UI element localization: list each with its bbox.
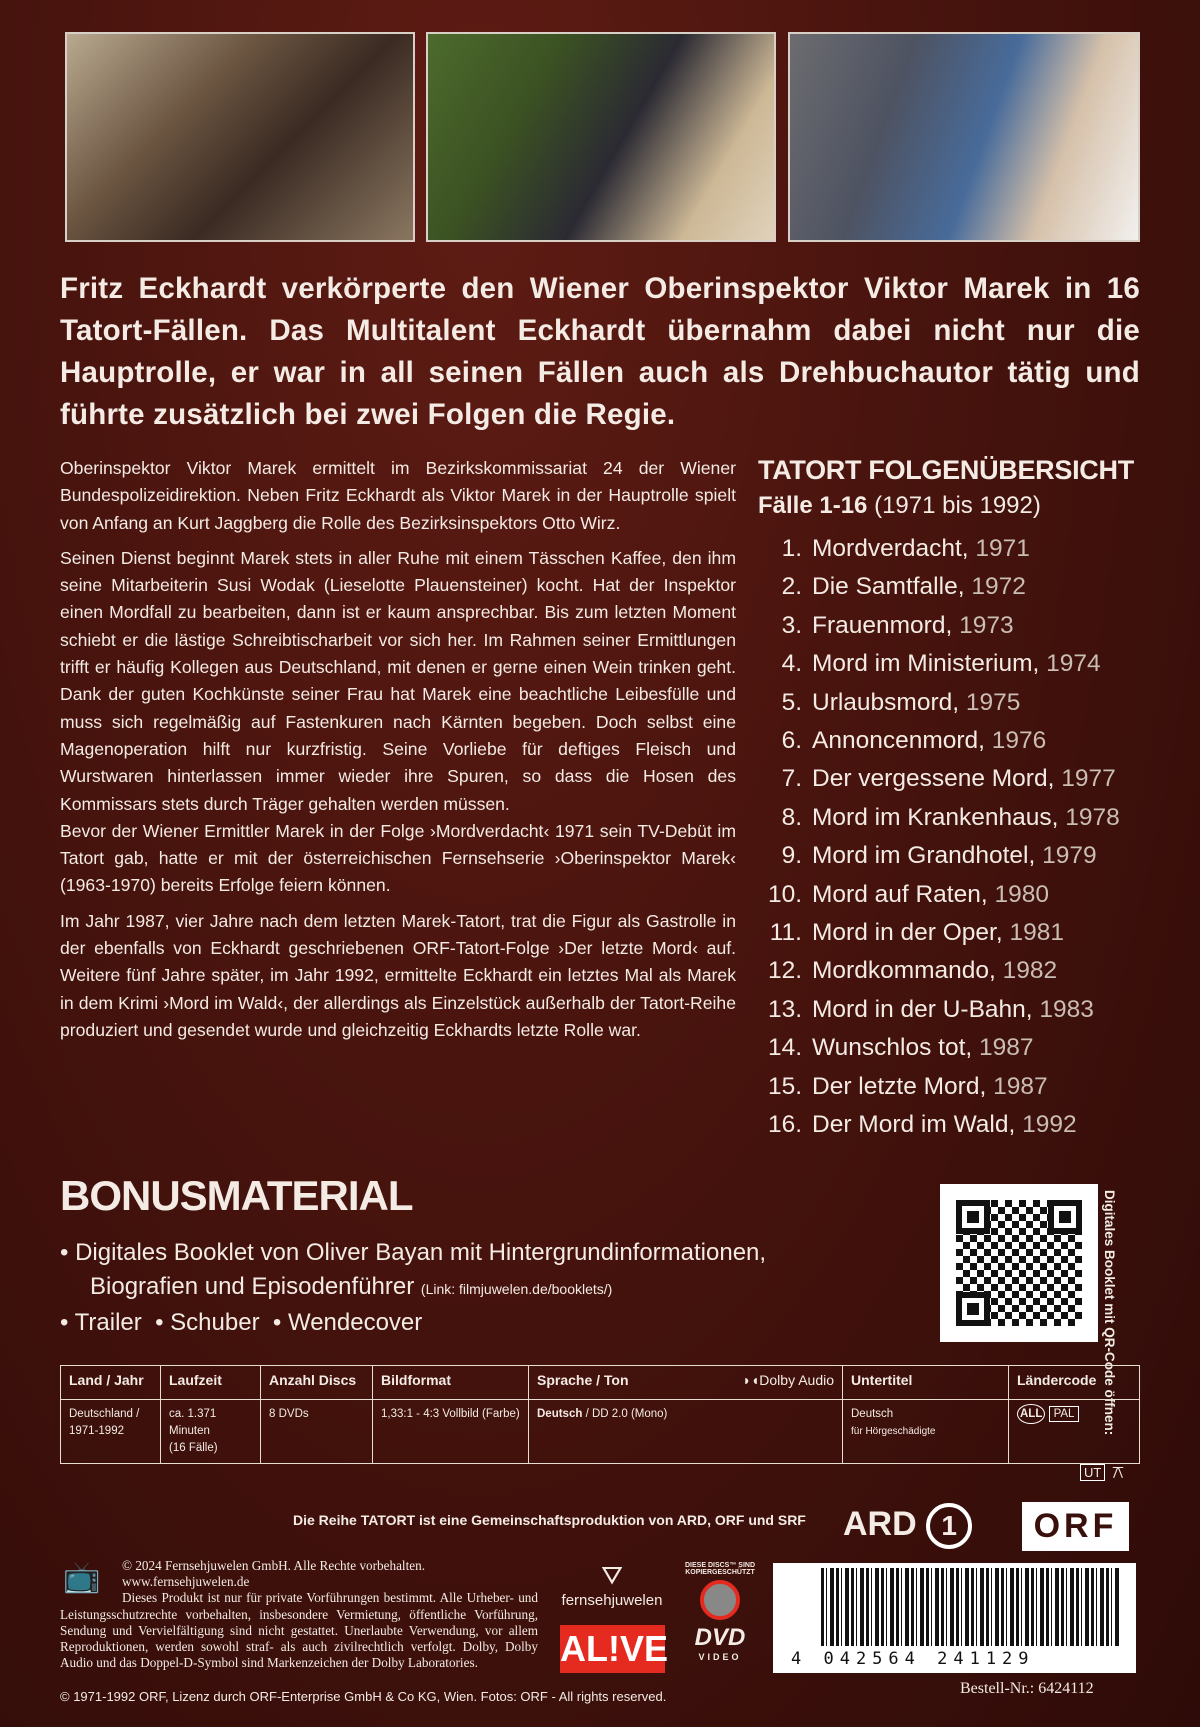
paragraph: Im Jahr 1987, vier Jahre nach dem letzten Marek-Tatort, trat die Figur als Gastrolle in der ebenfalls von Eckhardt geschriebenen ORF-Tatort-Folge ›Der letzte Mord‹ auf. Weitere fünf Jahre später, im Jahr 1992, ermittelte Eckhardt ein letztes Mal als Marek in dem Krimi ›Mord im Wald‹, der allerdings als Einzelstück außerhalb der Tatort-Reihe produziert und gesendet wurde und gleichzeitig Eckhardts letzte Rolle war. [60,910,736,1040]
episode-number: 7. [781,765,802,793]
cell-discs: 8 DVDs [261,1400,373,1464]
episode-item [758,722,1148,760]
fernsehjuwelen-logo: ⛛ fernsehjuwelen [561,1560,663,1609]
specs-table [60,1365,1140,1464]
episode-title: Der vergessene Mord, [812,765,1055,793]
hearing-impaired-icon: ⚻ [1112,1462,1124,1482]
episode-title: Mord im Krankenhaus, [812,803,1059,831]
episode-title: Der Mord im Wald, [812,1111,1016,1139]
episode-number: 3. [781,611,802,639]
episode-number: 16. [767,1111,802,1139]
video-text: VIDEO [698,1652,742,1662]
episode-item [758,991,1148,1029]
legal-notice: Dieses Produkt ist nur für private Vorführungen bestimmt. Alle Urheber- und Leistungsschutzrechte vorbehalten, insbesondere Vermietung, öffentliche Vorführung, Sendung und Vervielfältigung sind nicht gestattet. Unerlaubte Verwendung, vor allem Reproduktionen, werden sowohl straf- als auch zivilrechtlich verfolgt. Dolby, Dolby Audio und das Doppel-D-Symbol sind Markenzeichen der Dolby Laboratories. [60,1590,538,1671]
episode-title: Mord im Grandhotel, [812,842,1036,870]
subtitle-icon: UT [1080,1464,1105,1481]
order-number: Bestell-Nr.: 6424112 [960,1680,1094,1697]
episode-year: 1987 [979,1034,1034,1062]
episode-number: 14. [767,1034,802,1062]
series-note: Die Reihe TATORT ist eine Gemeinschaftsproduktion von ARD, ORF und SRF [293,1512,806,1528]
episode-item [758,684,1148,722]
cell-bildformat: 1,33:1 - 4:3 Vollbild (Farbe) [373,1400,529,1464]
episode-number: 6. [781,727,802,755]
episode-number: 15. [767,1072,802,1100]
episode-title: TATORT FOLGENÜBERSICHT [758,455,1134,485]
episode-number: 10. [767,880,802,908]
episode-title: Mordverdacht, [812,535,969,562]
header-sprache [529,1366,843,1400]
episode-item [758,1068,1148,1106]
booklet-link: (Link: filmjuwelen.de/booklets/) [420,1281,613,1297]
dvd-video-logo [685,1562,755,1662]
episode-list [758,530,1148,1145]
episode-number: 2. [781,573,802,601]
episode-year: 1980 [994,880,1050,908]
episode-number: 1. [781,535,802,562]
scene-photo-1 [65,32,415,242]
no-copy-icon [700,1580,740,1620]
episode-number: 8. [781,803,802,831]
sprache-ton: / DD 2.0 (Mono) [585,1408,668,1420]
episode-overview [758,455,1148,1145]
barcode-number: 4 042564 241129 [791,1649,1035,1669]
header-laendercode: Ländercode [1009,1366,1140,1400]
header-land: Land / Jahr [61,1366,161,1400]
sprache-label: Sprache / Ton [537,1372,629,1388]
episode-title: Mord in der U-Bahn, [812,995,1033,1023]
bonus-title: BONUSMATERIAL [60,1172,413,1219]
header-bildformat: Bildformat [373,1366,529,1400]
episode-year: 1977 [1061,765,1116,793]
bonus-list: • Digitales Booklet von Oliver Bayan mit Hintergrundinformationen, Biografien und Episodenführer (Link: filmjuwelen.de/booklets/) • Trailer • Schuber • Wendecover [60,1239,767,1336]
ut-sub: für Hörgeschädigte [851,1426,936,1437]
fj-text: fernsehjuwelen [561,1592,663,1609]
orf-logo: ORF [1022,1502,1129,1551]
episode-item [758,876,1148,914]
bonus-item: Schuber [170,1309,260,1336]
ard-text: ARD [843,1504,917,1543]
episode-title: Wunschlos tot, [812,1034,973,1062]
episode-title: Der letzte Mord, [812,1072,987,1100]
legal-text [60,1558,538,1671]
episode-number: 5. [781,688,802,716]
website: www.fernsehjuwelen.de [122,1574,250,1590]
episode-item [758,568,1148,606]
episode-year: 1976 [991,727,1047,755]
episode-title: Mord auf Raten, [812,880,988,908]
qr-code[interactable] [940,1184,1098,1342]
barcode [773,1563,1136,1673]
region-all-icon: ALL [1017,1404,1045,1424]
scene-photo-3 [788,32,1140,242]
episode-item [758,1029,1148,1067]
intro-text: Fritz Eckhardt verkörperte den Wiener Oberinspektor Viktor Marek in 16 Tatort-Fällen. Das Multitalent Eckhardt übernahm dabei nicht nur die Hauptrolle, er war in all seinen Fällen auch als Drehbuchautor tätig und führte zusätzlich bei zwei Folgen die Regie. [60,272,1140,431]
bonus-item-cont: Biografien und Episodenführer [90,1273,415,1300]
episode-item [758,530,1148,568]
episode-item [758,607,1148,645]
episode-item [758,837,1148,875]
header-untertitel: Untertitel [843,1366,1009,1400]
episode-year: 1973 [959,611,1014,639]
episode-title: Mordkommando, [812,957,996,985]
paragraph: Bevor der Wiener Ermittler Marek in der Folge ›Mordverdacht‹ 1971 sein TV-Debüt im Tatort gab, hatte er mit der österreichischen Fernsehserie ›Oberinspektor Marek‹ (1963-1970) bereits Erfolge feiern können. [60,820,736,896]
episode-item [758,799,1148,837]
header-laufzeit: Laufzeit [161,1366,261,1400]
scene-photo-2 [426,32,776,242]
ard-logo: ARD 1 [843,1503,972,1549]
episode-item [758,914,1148,952]
episode-year: 1974 [1046,650,1101,678]
episode-title: Urlaubsmord, [812,688,960,716]
episode-year: 1982 [1002,957,1058,985]
episode-year: 1983 [1039,995,1094,1023]
episode-year: 1975 [965,688,1021,716]
episode-item [758,1106,1148,1144]
episode-year: 1971 [975,535,1030,562]
episode-item [758,645,1148,683]
episode-title: Die Samtfalle, [812,573,965,601]
episode-title: Frauenmord, [812,611,953,639]
cell-land: Deutschland / 1971-1992 [61,1400,161,1464]
dolby-label: Dolby Audio [759,1372,834,1388]
laufzeit-sub: (16 Fälle) [169,1442,218,1454]
episode-item [758,760,1148,798]
alive-logo: AL!VE [560,1625,665,1673]
copy-protect-text: DIESE DISCS™ SIND KOPIERGESCHÜTZT [685,1562,756,1576]
cell-code [1009,1400,1140,1464]
episode-year: 1987 [993,1072,1048,1100]
cell-laufzeit [161,1400,261,1464]
episode-number: 13. [767,995,802,1023]
dolby-audio-logo: ◗◖Dolby Audio [742,1372,834,1388]
laufzeit: ca. 1.371 Minuten [169,1408,217,1437]
fernsehjuwelen-tv-icon: 📺 [63,1561,101,1594]
orf-license: © 1971-1992 ORF, Lizenz durch ORF-Enterprise GmbH & Co KG, Wien. Fotos: ORF - All rights reserved. [60,1689,667,1704]
header-discs: Anzahl Discs [261,1366,373,1400]
copyright: © 2024 Fernsehjuwelen GmbH. Alle Rechte vorbehalten. [122,1558,426,1573]
episode-number: 9. [781,842,802,870]
paragraph: Oberinspektor Viktor Marek ermittelt im Bezirkskommissariat 24 der Wiener Bundespolizeidirektion. Neben Fritz Eckhardt als Viktor Marek in der Hauptrolle spielt von Anfang an Kurt Jaggberg die Rolle des Bezirksinspektors Otto Wirz. [60,458,736,533]
episode-number: 11. [769,919,802,947]
episode-year: 1992 [1022,1111,1077,1139]
subtitle-range: (1971 bis 1992) [874,492,1041,519]
episode-year: 1978 [1065,803,1120,831]
episode-number: 4. [781,650,802,678]
cell-sprache [529,1400,843,1464]
dvd-text: DVD [694,1624,746,1651]
episode-title: Annoncenmord, [812,727,985,755]
episode-title: Mord im Ministerium, [812,650,1040,678]
ut: Deutsch [851,1408,894,1420]
subtitle-bold: Fälle 1-16 [758,492,868,519]
episode-year: 1981 [1009,919,1064,947]
description [60,455,736,1052]
episode-year: 1979 [1042,842,1097,870]
bonus-item: Digitales Booklet von Oliver Bayan mit Hintergrundinformationen, [75,1239,767,1266]
pal-badge: PAL [1049,1406,1080,1422]
cell-untertitel [843,1400,1009,1464]
episode-title: Mord in der Oper, [812,919,1003,947]
qr-caption: Digitales Booklet mit QR-Code öffnen: [1102,1190,1117,1436]
bonus-item: Trailer [74,1309,142,1336]
episode-subtitle [758,492,1148,520]
bonus-item: Wendecover [287,1309,423,1336]
episode-item [758,952,1148,990]
episode-number: 12. [767,957,802,985]
episode-year: 1972 [971,573,1026,601]
paragraph: Seinen Dienst beginnt Marek stets in aller Ruhe mit einem Tässchen Kaffee, den ihm seine Mitarbeiterin Susi Wodak (Lieselotte Plauensteiner) kocht. Hat der Inspektor einen Mordfall zu bearbeiten, dann ist er kaum ansprechbar. Bis zum letzten Moment schiebt er die lästige Schreibtischarbeit vor sich her. Im Rahmen seiner Ermittlungen trifft er häufig Kollegen aus Deutschland, mit denen er gerne einen Wein trinken geht. Dank der guten Kochkünste seiner Frau hat Marek eine beachtliche Leibesfülle und muss sich regelmäßig auf Fastenkuren nach Kärnten begeben. Doch selbst eine Magenoperation hilft nur kurzfristig. Seine Vorliebe für deftiges Fleisch und Wurstwaren hinterlassen immer wieder ihre Spuren, so dass die Hosen des Kommissars stets durch Träger gehalten werden müssen. [60,547,736,814]
sprache-bold: Deutsch [537,1408,583,1420]
